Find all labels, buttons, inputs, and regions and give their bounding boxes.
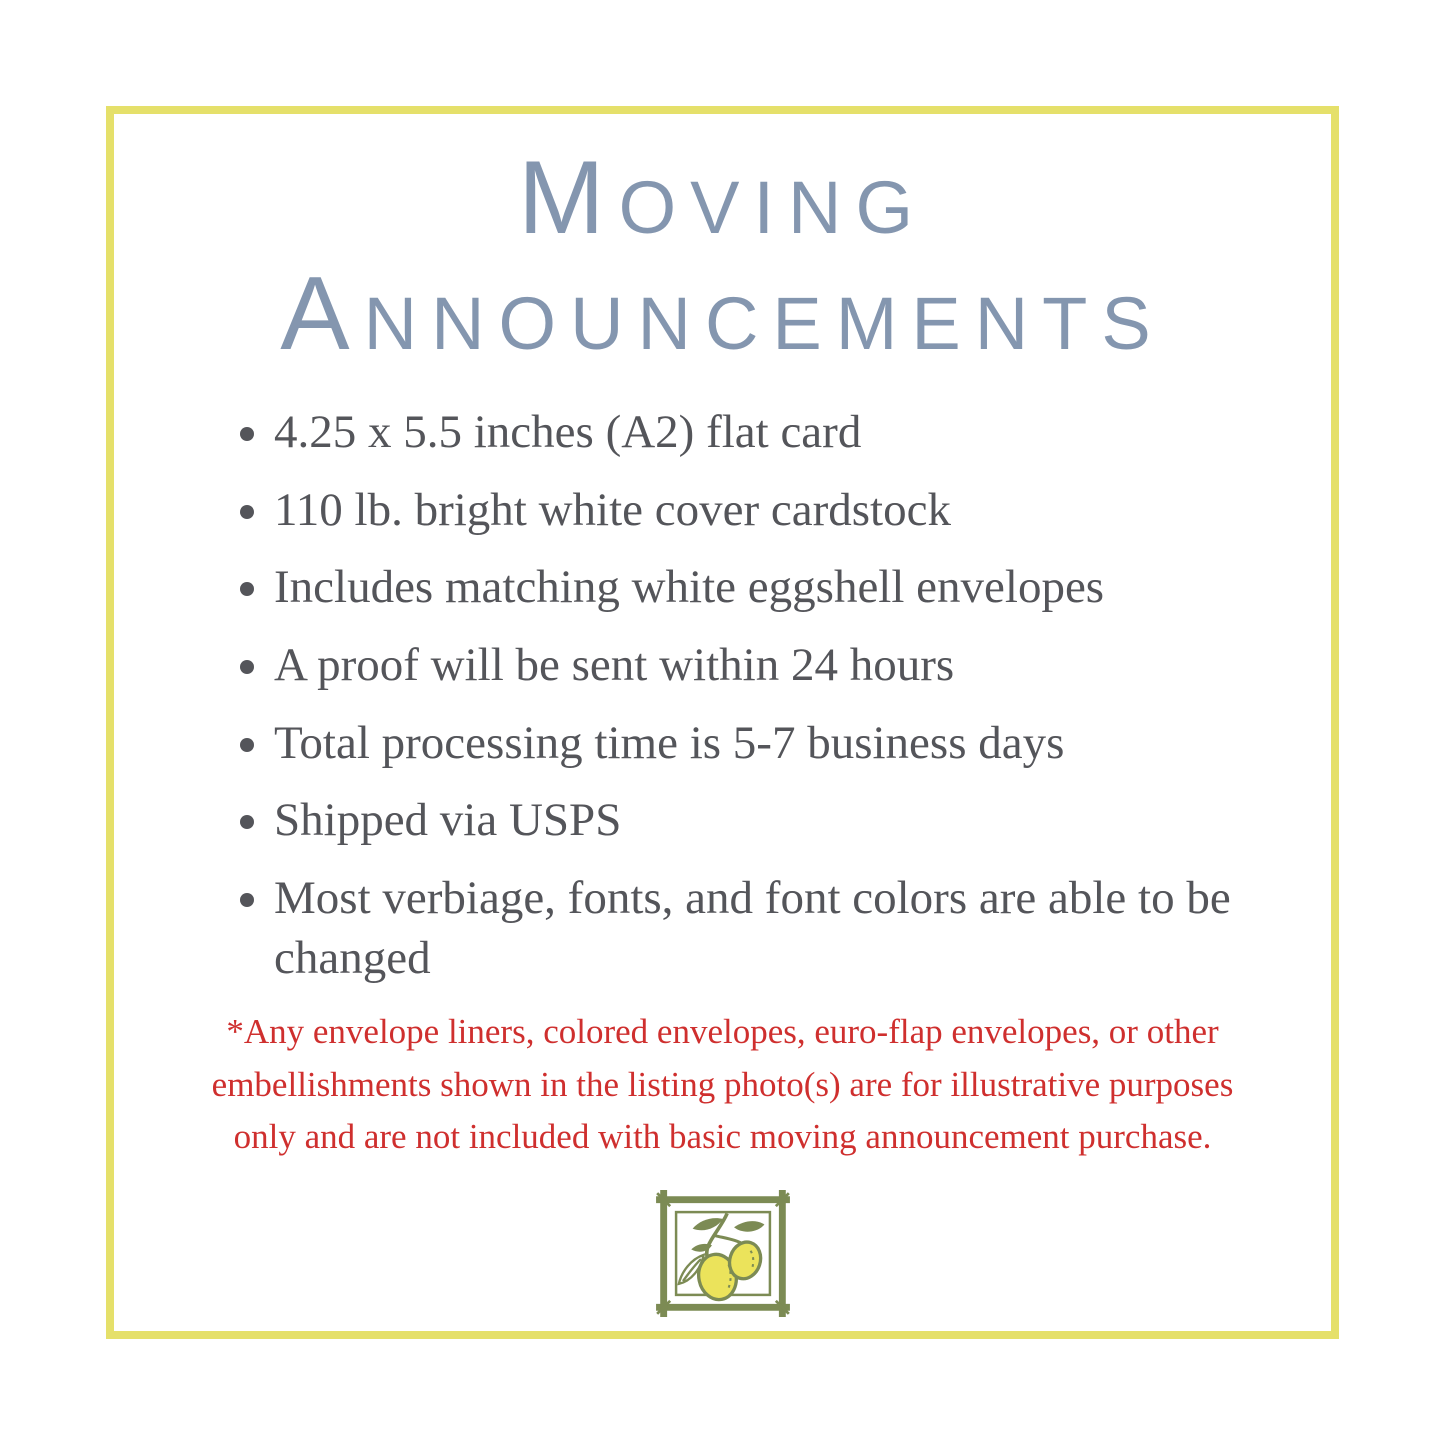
list-item-processing-time: • Total processing time is 5-7 business days xyxy=(274,714,1271,774)
list-item-card-size: • 4.25 x 5.5 inches (A2) flat card xyxy=(274,403,1271,463)
brand-logo xyxy=(154,1190,1291,1317)
list-item-shipping: • Shipped via USPS xyxy=(274,791,1271,851)
disclaimer-line-2: embellishments shown in the listing photo(s) are for illustrative purposes xyxy=(211,1064,1234,1104)
list-item-envelopes: • Includes matching white eggshell envelopes xyxy=(274,558,1271,618)
disclaimer-line-1: *Any envelope liners, colored envelopes, euro-flap envelopes, or other xyxy=(226,1012,1219,1052)
product-details-list xyxy=(154,403,1291,989)
yellow-border-frame xyxy=(106,106,1339,1339)
disclaimer-note xyxy=(154,1006,1291,1164)
lemon-branch-logo-icon xyxy=(654,1190,792,1317)
list-item-cardstock: • 110 lb. bright white cover cardstock xyxy=(274,481,1271,541)
page-title xyxy=(154,140,1291,373)
page-title-line-2: ANNOUNCEMENTS xyxy=(280,256,1165,373)
list-item-proof: • A proof will be sent within 24 hours xyxy=(274,636,1271,696)
disclaimer-line-3: only and are not included with basic moving announcement purchase. xyxy=(233,1117,1212,1157)
page-title-line-1: MOVING xyxy=(517,140,928,256)
list-item-customization: • Most verbiage, fonts, and font colors are able to be changed xyxy=(274,869,1271,988)
